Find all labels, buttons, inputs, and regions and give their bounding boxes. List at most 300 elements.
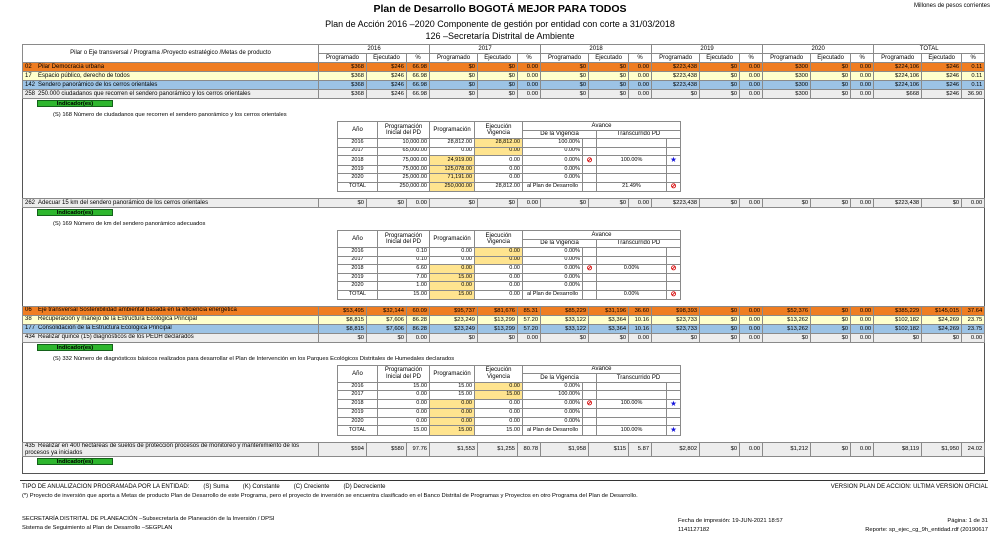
pd-inicial-cell: 0.00 bbox=[378, 391, 430, 400]
value-cell: $102,182 bbox=[874, 324, 922, 333]
transcurrido-flag-cell bbox=[667, 382, 681, 391]
row-title: Sendero panorámico de los cerros orientales bbox=[38, 81, 158, 88]
indicator-row bbox=[338, 399, 681, 409]
programacion-cell: 15.00 bbox=[430, 273, 475, 282]
indicator-table bbox=[337, 365, 681, 437]
ejecucion-cell: 0.00 bbox=[475, 174, 523, 183]
value-cell: $0 bbox=[700, 443, 740, 457]
value-cell: 0.00 bbox=[851, 315, 874, 324]
vigencia-cell: 0.00% bbox=[523, 248, 583, 257]
transcurrido-cell bbox=[597, 174, 667, 183]
transcurrido-cell bbox=[597, 417, 667, 426]
vigencia-cell: 0.00% bbox=[523, 417, 583, 426]
year-cell: 2018 bbox=[338, 399, 378, 409]
value-cell: 0.00 bbox=[518, 81, 541, 90]
transcurrido-cell bbox=[597, 139, 667, 148]
page-number: Página: 1 de 31 bbox=[947, 518, 988, 524]
pd-inicial-cell: 65,000.00 bbox=[378, 147, 430, 156]
year-cell: 2017 bbox=[338, 391, 378, 400]
year-cell: 2018 bbox=[338, 265, 378, 274]
sub-header: Programado bbox=[319, 54, 367, 63]
vigencia-flag-cell bbox=[583, 139, 597, 148]
indicators-badge: Indicador(es) bbox=[37, 344, 113, 351]
sub-header: Programado bbox=[652, 54, 700, 63]
transcurrido-flag-cell bbox=[667, 265, 681, 274]
star-icon: ★ bbox=[670, 155, 677, 165]
vigencia-flag-cell bbox=[583, 282, 597, 291]
table-row-02 bbox=[23, 63, 985, 72]
ejecucion-cell: 0.00 bbox=[475, 290, 523, 299]
indicator-row bbox=[338, 382, 681, 391]
value-cell: 0.11 bbox=[962, 72, 985, 81]
indicator-row bbox=[338, 147, 681, 156]
pd-inicial-cell: 25,000.00 bbox=[378, 174, 430, 183]
indicator-row bbox=[338, 426, 681, 436]
value-cell: $0 bbox=[811, 63, 851, 72]
year-cell: 2016 bbox=[338, 382, 378, 391]
value-cell: $0 bbox=[478, 63, 518, 72]
value-cell: $3,364 bbox=[589, 315, 629, 324]
value-cell: $246 bbox=[367, 90, 407, 99]
value-cell: $0 bbox=[811, 81, 851, 90]
indicator-col-header: Año bbox=[338, 231, 378, 248]
annualization-legend bbox=[22, 484, 399, 490]
value-cell: 10.16 bbox=[629, 324, 652, 333]
table-row-17 bbox=[23, 72, 985, 81]
sub-header: Programado bbox=[430, 54, 478, 63]
value-cell: 0.00 bbox=[518, 63, 541, 72]
pd-inicial-cell: 6.60 bbox=[378, 265, 430, 274]
value-cell: $300 bbox=[763, 63, 811, 72]
indicator-col-header: Programación bbox=[430, 122, 475, 139]
value-cell: $31,196 bbox=[589, 306, 629, 315]
value-cell: $0 bbox=[700, 72, 740, 81]
legend-suma: (S) Suma bbox=[203, 484, 229, 490]
value-cell: $0 bbox=[652, 90, 700, 99]
value-cell: $0 bbox=[811, 324, 851, 333]
value-cell: $0 bbox=[811, 90, 851, 99]
year-group-header: 2018 bbox=[541, 45, 652, 54]
year-group-header: 2017 bbox=[430, 45, 541, 54]
value-cell: 66.98 bbox=[407, 90, 430, 99]
vigencia-flag-cell bbox=[583, 426, 597, 436]
value-cell: 0.00 bbox=[740, 306, 763, 315]
indicator-row bbox=[338, 248, 681, 257]
sub-header: % bbox=[518, 54, 541, 63]
annualization-label: TIPO DE ANUALIZACION PROGRAMADA POR LA ENTIDAD: bbox=[22, 484, 190, 490]
value-cell: 0.00 bbox=[740, 81, 763, 90]
indicator-row bbox=[338, 282, 681, 291]
sub-header: % bbox=[629, 54, 652, 63]
value-cell: $33,122 bbox=[541, 315, 589, 324]
vigencia-flag-cell bbox=[583, 409, 597, 418]
row-title: Consolidación de la Estructura Ecológica Principal bbox=[38, 325, 172, 332]
vigencia-cell: al Plan de Desarrollo bbox=[523, 182, 583, 191]
value-cell: $32,144 bbox=[367, 306, 407, 315]
value-cell: $0 bbox=[589, 63, 629, 72]
value-cell: 57.20 bbox=[518, 315, 541, 324]
main-table-wrap bbox=[22, 44, 985, 474]
ejecucion-cell: 15.00 bbox=[475, 391, 523, 400]
sub-header: Ejecutado bbox=[922, 54, 962, 63]
report-name: Reporte: sp_ejec_cg_9h_entidad.rdf (20190617 bbox=[865, 526, 988, 533]
value-cell: 0.00 bbox=[962, 333, 985, 342]
programacion-cell: 0.00 bbox=[430, 399, 475, 409]
vigencia-cell: 0.00% bbox=[523, 174, 583, 183]
value-cell: $85,229 bbox=[541, 306, 589, 315]
value-cell: 0.00 bbox=[740, 443, 763, 457]
transcurrido-cell: 0.00% bbox=[597, 290, 667, 299]
row-title: Realizar en 400 hectáreas de suelos de protección procesos de monitoreo y mantenimiento de los procesos ya iniciados bbox=[25, 443, 300, 456]
value-cell: $0 bbox=[430, 90, 478, 99]
value-cell: 0.00 bbox=[629, 63, 652, 72]
row-code: 142 bbox=[25, 81, 36, 88]
indicator-label: (S) 332 Número de diagnósticos básicos realizados para desarrollar el Plan de Intervención en los Parques Ecológicos Distritales de Humedales declarados bbox=[53, 355, 455, 362]
ejecucion-cell: 0.00 bbox=[475, 256, 523, 265]
value-cell: $1,212 bbox=[763, 443, 811, 457]
row-title: Realizar quince (15) diagnósticos de los PEDH declarados bbox=[38, 334, 194, 341]
ejecucion-cell: 0.00 bbox=[475, 165, 523, 174]
value-cell: $0 bbox=[700, 315, 740, 324]
transcurrido-flag-cell bbox=[667, 409, 681, 418]
transcurrido-flag-cell bbox=[667, 248, 681, 257]
transcurrido-cell: 100.00% bbox=[597, 399, 667, 409]
value-cell: $0 bbox=[367, 199, 407, 208]
value-cell: $24,269 bbox=[922, 315, 962, 324]
value-cell: $0 bbox=[700, 63, 740, 72]
value-cell: $0 bbox=[700, 324, 740, 333]
value-cell: $0 bbox=[319, 333, 367, 342]
year-cell: 2020 bbox=[338, 417, 378, 426]
value-cell: $115 bbox=[589, 443, 629, 457]
transcurrido-flag-cell bbox=[667, 426, 681, 436]
value-cell: $13,262 bbox=[763, 315, 811, 324]
footer-divider bbox=[20, 480, 988, 481]
indicator-table bbox=[337, 230, 681, 300]
indicator-row bbox=[338, 409, 681, 418]
vigencia-cell: 100.00% bbox=[523, 139, 583, 148]
value-cell: 0.00 bbox=[518, 333, 541, 342]
value-cell: 37.64 bbox=[962, 306, 985, 315]
vigencia-flag-cell bbox=[583, 182, 597, 191]
indicator-col-header: Ejecución Vigencia bbox=[475, 122, 523, 139]
value-cell: 0.00 bbox=[851, 199, 874, 208]
ejecucion-cell: 28,812.00 bbox=[475, 139, 523, 148]
value-cell: $7,606 bbox=[367, 324, 407, 333]
indicator-col-header: Programación bbox=[430, 231, 475, 248]
value-cell: $53,495 bbox=[319, 306, 367, 315]
vigencia-flag-cell bbox=[583, 174, 597, 183]
year-cell: TOTAL bbox=[338, 290, 378, 299]
indicator-col-header: Año bbox=[338, 122, 378, 139]
value-cell: $368 bbox=[319, 81, 367, 90]
star-icon: ★ bbox=[670, 425, 677, 435]
value-cell: 36.60 bbox=[629, 306, 652, 315]
vigencia-flag-cell bbox=[583, 391, 597, 400]
value-cell: 85.31 bbox=[518, 306, 541, 315]
transcurrido-cell bbox=[597, 282, 667, 291]
org-line1: SECRETARÍA DISTRITAL DE PLANEACIÓN –Subsecretaría de Planeación de la Inversión / DPSI bbox=[22, 516, 275, 522]
row-title: 250.000 ciudadanos que recorren el sendero panorámico y los cerros orientales bbox=[38, 90, 251, 97]
value-cell: 23.75 bbox=[962, 315, 985, 324]
row-title: Eje transversal Sostenibilidad ambiental basada en la eficiencia energética bbox=[38, 307, 237, 314]
row-title: Recuperación y manejo de la Estructura Ecológica Principal bbox=[38, 316, 198, 323]
avance-header: Avance bbox=[523, 365, 681, 374]
value-cell: $0 bbox=[430, 333, 478, 342]
value-cell: 86.28 bbox=[407, 324, 430, 333]
pd-inicial-cell: 10,000.00 bbox=[378, 139, 430, 148]
value-cell: 0.00 bbox=[851, 306, 874, 315]
value-cell: $8,119 bbox=[874, 443, 922, 457]
value-cell: $0 bbox=[811, 306, 851, 315]
value-cell: $0 bbox=[700, 333, 740, 342]
value-cell: 0.00 bbox=[740, 315, 763, 324]
avance-header: Avance bbox=[523, 122, 681, 131]
pd-inicial-cell: 1.00 bbox=[378, 282, 430, 291]
vigencia-cell: 0.00% bbox=[523, 282, 583, 291]
row-label bbox=[23, 333, 319, 342]
value-cell: 0.00 bbox=[518, 72, 541, 81]
value-cell: 0.11 bbox=[962, 81, 985, 90]
vigencia-flag-cell bbox=[583, 248, 597, 257]
value-cell: $13,262 bbox=[763, 324, 811, 333]
value-cell: 66.98 bbox=[407, 63, 430, 72]
indicator-col-header: Programación Inicial del PD bbox=[378, 231, 430, 248]
value-cell: $102,182 bbox=[874, 315, 922, 324]
table-row-177 bbox=[23, 324, 985, 333]
value-cell: $368 bbox=[319, 90, 367, 99]
value-cell: 5.87 bbox=[629, 443, 652, 457]
value-cell: $0 bbox=[874, 333, 922, 342]
value-cell: $223,438 bbox=[652, 81, 700, 90]
value-cell: 66.98 bbox=[407, 81, 430, 90]
ejecucion-cell: 0.00 bbox=[475, 156, 523, 166]
value-cell: $223,438 bbox=[874, 199, 922, 208]
value-cell: $368 bbox=[319, 72, 367, 81]
prohibition-icon: ⊘ bbox=[670, 182, 677, 190]
ejecucion-cell: 0.00 bbox=[475, 248, 523, 257]
value-cell: $224,106 bbox=[874, 72, 922, 81]
value-cell: $0 bbox=[541, 63, 589, 72]
prohibition-icon: ⊘ bbox=[670, 265, 677, 273]
pd-inicial-cell: 0.00 bbox=[378, 409, 430, 418]
value-cell: $0 bbox=[478, 72, 518, 81]
value-cell: $95,737 bbox=[430, 306, 478, 315]
value-cell: $3,364 bbox=[589, 324, 629, 333]
programacion-cell: 0.00 bbox=[430, 256, 475, 265]
value-cell: $0 bbox=[430, 72, 478, 81]
avance-header: Avance bbox=[523, 231, 681, 240]
indicator-row bbox=[338, 165, 681, 174]
programacion-cell: 0.00 bbox=[430, 265, 475, 274]
indicator-col-header: Ejecución Vigencia bbox=[475, 365, 523, 382]
pd-inicial-cell: 15.00 bbox=[378, 290, 430, 299]
pd-inicial-cell: 75,000.00 bbox=[378, 156, 430, 166]
indicator-col-header: Programación Inicial del PD bbox=[378, 365, 430, 382]
year-group-header: 2020 bbox=[763, 45, 874, 54]
programacion-cell: 15.00 bbox=[430, 290, 475, 299]
indicator-row bbox=[338, 265, 681, 274]
value-cell: $368 bbox=[319, 63, 367, 72]
vigencia-cell: 0.00% bbox=[523, 409, 583, 418]
row-title: Pilar Democracia urbana bbox=[38, 63, 105, 70]
table-row-434 bbox=[23, 333, 985, 342]
main-table bbox=[22, 44, 985, 474]
value-cell: 0.00 bbox=[740, 199, 763, 208]
value-cell: $246 bbox=[922, 90, 962, 99]
indicator-col-header: Ejecución Vigencia bbox=[475, 231, 523, 248]
value-cell: 0.00 bbox=[740, 324, 763, 333]
indicator-row bbox=[338, 156, 681, 166]
pd-inicial-cell: 0.00 bbox=[378, 399, 430, 409]
value-cell: $0 bbox=[541, 81, 589, 90]
ejecucion-cell: 0.00 bbox=[475, 147, 523, 156]
legend-creciente: (C) Creciente bbox=[293, 484, 330, 490]
indicator-row bbox=[338, 290, 681, 299]
value-cell: 80.78 bbox=[518, 443, 541, 457]
sub-header: Ejecutado bbox=[589, 54, 629, 63]
value-cell: $594 bbox=[319, 443, 367, 457]
transcurrido-flag-cell bbox=[667, 182, 681, 191]
sub-header: % bbox=[740, 54, 763, 63]
row-code: 434 bbox=[25, 334, 36, 341]
indicator-col-header: Año bbox=[338, 365, 378, 382]
value-cell: 36.90 bbox=[962, 90, 985, 99]
value-cell: $1,958 bbox=[541, 443, 589, 457]
value-cell: $98,393 bbox=[652, 306, 700, 315]
value-cell: $24,269 bbox=[922, 324, 962, 333]
sub-header: Programado bbox=[763, 54, 811, 63]
row-label bbox=[23, 306, 319, 315]
value-cell: 66.98 bbox=[407, 72, 430, 81]
indicator-col-header: Transcurrido PD bbox=[597, 374, 681, 383]
sub-header: Ejecutado bbox=[367, 54, 407, 63]
value-cell: $0 bbox=[430, 199, 478, 208]
row-code: 06 bbox=[25, 307, 32, 314]
value-cell: $246 bbox=[367, 72, 407, 81]
currency-note: Millones de pesos corrientes bbox=[913, 3, 990, 9]
legend-decreciente: (D) Decreciente bbox=[343, 484, 386, 490]
vigencia-flag-cell bbox=[583, 273, 597, 282]
vigencia-cell: 0.00% bbox=[523, 256, 583, 265]
value-cell: $224,106 bbox=[874, 81, 922, 90]
row-title: Adecuar 15 km del sendero panorámico de los cerros orientales bbox=[38, 199, 209, 206]
indicator-row bbox=[338, 391, 681, 400]
value-cell: $0 bbox=[541, 90, 589, 99]
value-cell: 0.00 bbox=[851, 324, 874, 333]
value-cell: 23.75 bbox=[962, 324, 985, 333]
value-cell: 0.00 bbox=[407, 199, 430, 208]
year-cell: 2017 bbox=[338, 147, 378, 156]
vigencia-cell: 0.00% bbox=[523, 147, 583, 156]
vigencia-flag-cell bbox=[583, 156, 597, 166]
indicators-badge: Indicador(es) bbox=[37, 209, 113, 216]
year-cell: TOTAL bbox=[338, 182, 378, 191]
value-cell: 0.00 bbox=[629, 90, 652, 99]
ejecucion-cell: 0.00 bbox=[475, 282, 523, 291]
value-cell: $0 bbox=[478, 81, 518, 90]
pd-inicial-cell: 75,000.00 bbox=[378, 165, 430, 174]
transcurrido-flag-cell bbox=[667, 273, 681, 282]
sub-header: Programado bbox=[874, 54, 922, 63]
sub-header: Ejecutado bbox=[700, 54, 740, 63]
indicator-row bbox=[338, 182, 681, 191]
indicator-block bbox=[23, 352, 984, 443]
value-cell: $1,255 bbox=[478, 443, 518, 457]
transcurrido-flag-cell bbox=[667, 139, 681, 148]
indicator-col-header: Programación bbox=[430, 365, 475, 382]
prohibition-icon: ⊘ bbox=[586, 400, 593, 408]
indicator-col-header: Transcurrido PD bbox=[597, 130, 681, 139]
transcurrido-flag-cell bbox=[667, 256, 681, 265]
value-cell: 0.00 bbox=[851, 81, 874, 90]
value-cell: $0 bbox=[589, 333, 629, 342]
legend-constante: (K) Constante bbox=[242, 484, 280, 490]
star-icon: ★ bbox=[670, 399, 677, 408]
value-cell: $0 bbox=[319, 199, 367, 208]
indicator-label: (S) 168 Número de ciudadanos que recorren el sendero panorámico y los cerros orientales bbox=[53, 112, 287, 118]
year-cell: 2018 bbox=[338, 156, 378, 166]
pd-inicial-cell: 7.00 bbox=[378, 273, 430, 282]
transcurrido-flag-cell bbox=[667, 147, 681, 156]
transcurrido-flag-cell bbox=[667, 174, 681, 183]
value-cell: 0.00 bbox=[962, 199, 985, 208]
value-cell: $0 bbox=[922, 199, 962, 208]
indicator-col-header: De la Vigencia bbox=[523, 374, 597, 383]
value-cell: 0.00 bbox=[629, 81, 652, 90]
value-cell: $81,676 bbox=[478, 306, 518, 315]
transcurrido-cell: 0.00% bbox=[597, 265, 667, 274]
value-cell: $223,438 bbox=[652, 72, 700, 81]
value-cell: $13,299 bbox=[478, 324, 518, 333]
value-cell: $0 bbox=[478, 333, 518, 342]
value-cell: $23,733 bbox=[652, 324, 700, 333]
value-cell: 0.00 bbox=[851, 443, 874, 457]
sub-header: Programado bbox=[541, 54, 589, 63]
transcurrido-cell bbox=[597, 382, 667, 391]
table-row-435 bbox=[23, 443, 985, 457]
programacion-cell: 250,000.00 bbox=[430, 182, 475, 191]
value-cell: $0 bbox=[541, 333, 589, 342]
ejecucion-cell: 0.00 bbox=[475, 417, 523, 426]
value-cell: $246 bbox=[367, 81, 407, 90]
entity-name: 126 –Secretaría Distrital de Ambiente bbox=[425, 31, 575, 41]
indicator-row bbox=[338, 174, 681, 183]
transcurrido-cell bbox=[597, 273, 667, 282]
value-cell: $0 bbox=[811, 199, 851, 208]
indicators-badge: Indicador(es) bbox=[37, 458, 113, 465]
table-row-262 bbox=[23, 199, 985, 208]
value-cell: 0.00 bbox=[629, 199, 652, 208]
value-cell: $0 bbox=[811, 315, 851, 324]
page-title: Plan de Desarrollo BOGOTÁ MEJOR PARA TODOS bbox=[373, 3, 627, 15]
org-block bbox=[22, 515, 274, 534]
transcurrido-cell: 100.00% bbox=[597, 426, 667, 436]
value-cell: $0 bbox=[763, 333, 811, 342]
row-title: Espacio público, derecho de todos bbox=[38, 72, 130, 79]
vigencia-cell: 0.00% bbox=[523, 265, 583, 274]
row-label bbox=[23, 199, 319, 208]
row-code: 02 bbox=[25, 63, 32, 70]
value-cell: 0.00 bbox=[740, 72, 763, 81]
table-row-142 bbox=[23, 81, 985, 90]
pd-inicial-cell: 0.10 bbox=[378, 256, 430, 265]
programacion-cell: 71,191.00 bbox=[430, 174, 475, 183]
ejecucion-cell: 15.00 bbox=[475, 426, 523, 436]
pd-inicial-cell: 0.10 bbox=[378, 248, 430, 257]
programacion-cell: 0.00 bbox=[430, 248, 475, 257]
value-cell: $1,950 bbox=[922, 443, 962, 457]
